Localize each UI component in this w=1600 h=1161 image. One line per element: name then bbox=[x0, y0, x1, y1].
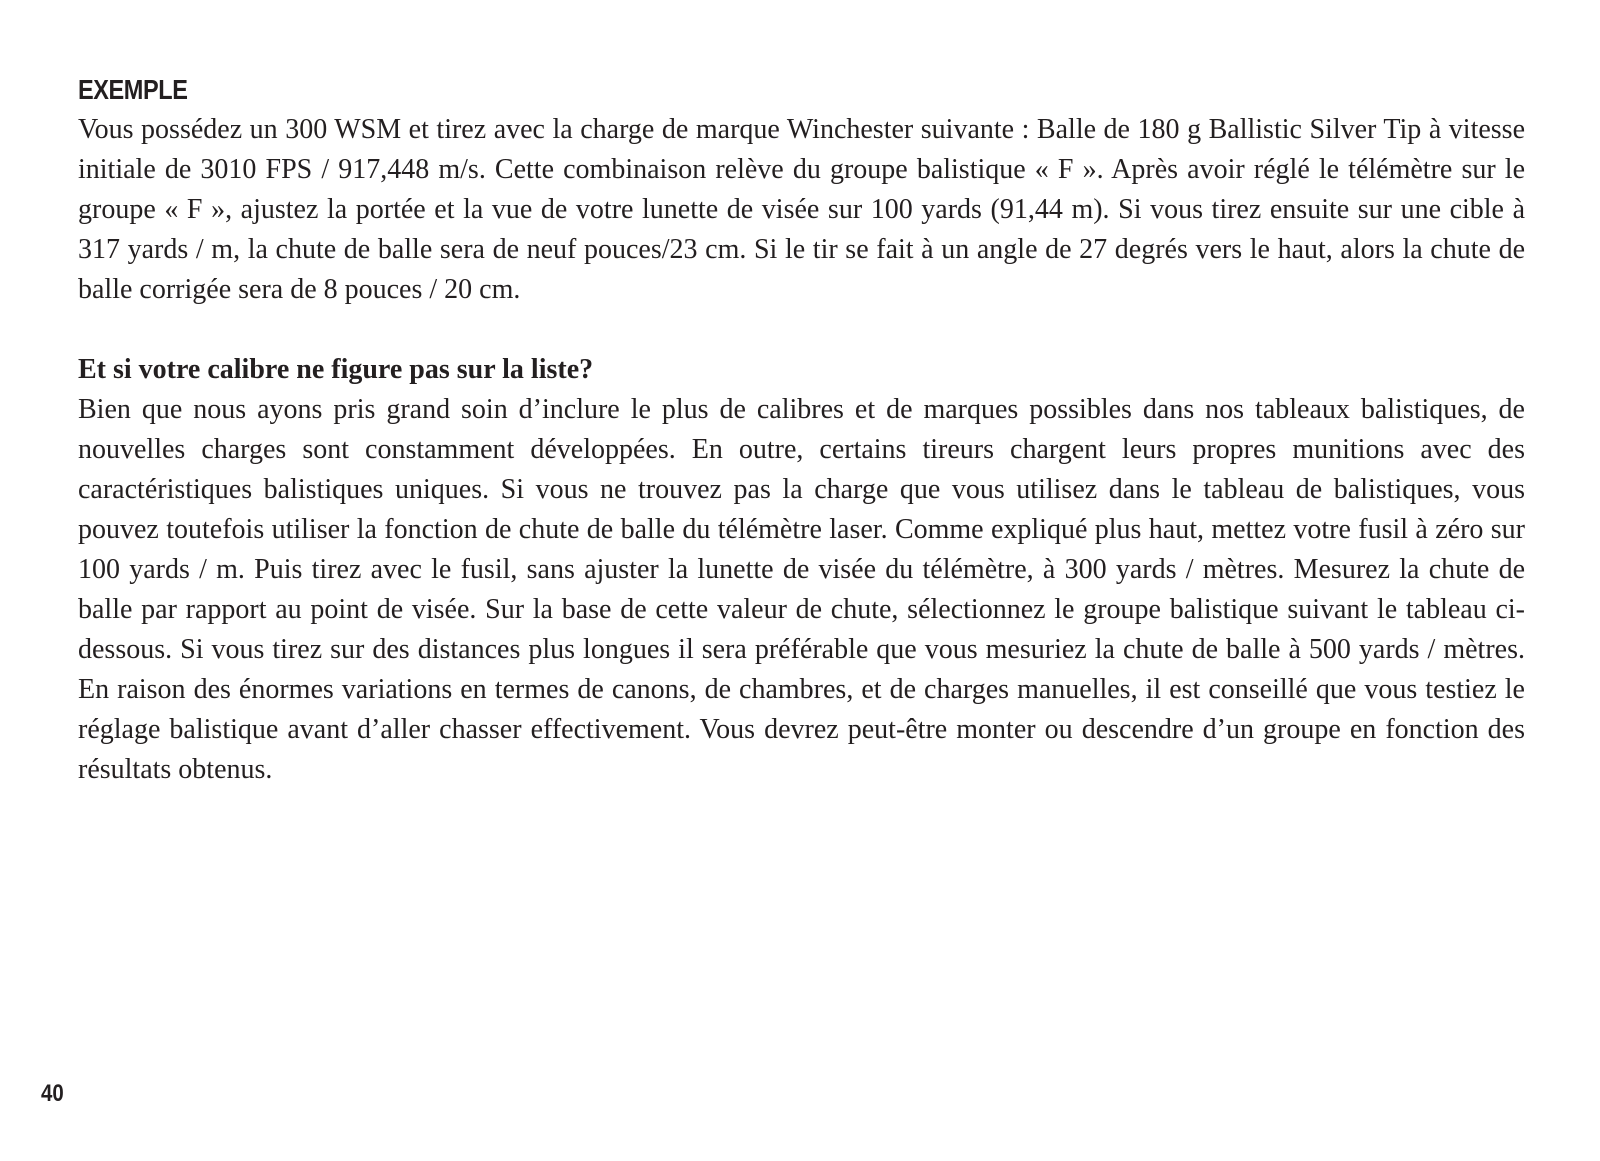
page-number: 40 bbox=[41, 1080, 64, 1107]
calibre-section-paragraph: Bien que nous ayons pris grand soin d’inclure le plus de calibres et de marques possibles dans nos tableaux balistiques, de nouvelles charges sont constamment développées. En outre, certains tireurs chargent leurs propres munitions avec des caractéristiques balistiques uniques. Si vous ne trouvez pas la charge que vous utilisez dans le tableau de balistiques, vous pouvez toutefois utiliser la fonction de chute de balle du télémètre laser. Comme expliqué plus haut, mettez votre fusil à zéro sur 100 yards / m. Puis tirez avec le fusil, sans ajuster la lunette de visée du télémètre, à 300 yards / mètres. Mesurez la chute de balle par rapport au point de visée. Sur la base de cette valeur de chute, sélectionnez le groupe balistique suivant le tableau ci-dessous. Si vous tirez sur des distances plus longues il sera préférable que vous mesuriez la chute de balle à 500 yards / mètres. En raison des énormes variations en termes de canons, de chambres, et de charges manuelles, il est conseillé que vous testiez le réglage balistique avant d’aller chasser effectivement. Vous devrez peut-être monter ou descendre d’un groupe en fonction des résultats obtenus. bbox=[78, 394, 1525, 785]
example-heading: EXEMPLE bbox=[78, 74, 188, 105]
example-paragraph: Vous possédez un 300 WSM et tirez avec la charge de marque Winchester suivante : Balle de 180 g Ballistic Silver Tip à vitesse initiale de 3010 FPS / 917,448 m/s. Cette combinaison relève du groupe balistique « F ». Après avoir réglé le télémètre sur le groupe « F », ajustez la portée et la vue de votre lunette de visée sur 100 yards (91,44 m). Si vous tirez ensuite sur une cible à 317 yards / m, la chute de balle sera de neuf pouces/23 cm. Si le tir se fait à un angle de 27 degrés vers le haut, alors la chute de balle corrigée sera de 8 pouces / 20 cm. bbox=[78, 114, 1525, 305]
document-body bbox=[78, 70, 1525, 790]
calibre-section-heading: Et si votre calibre ne figure pas sur la liste? bbox=[78, 354, 594, 385]
